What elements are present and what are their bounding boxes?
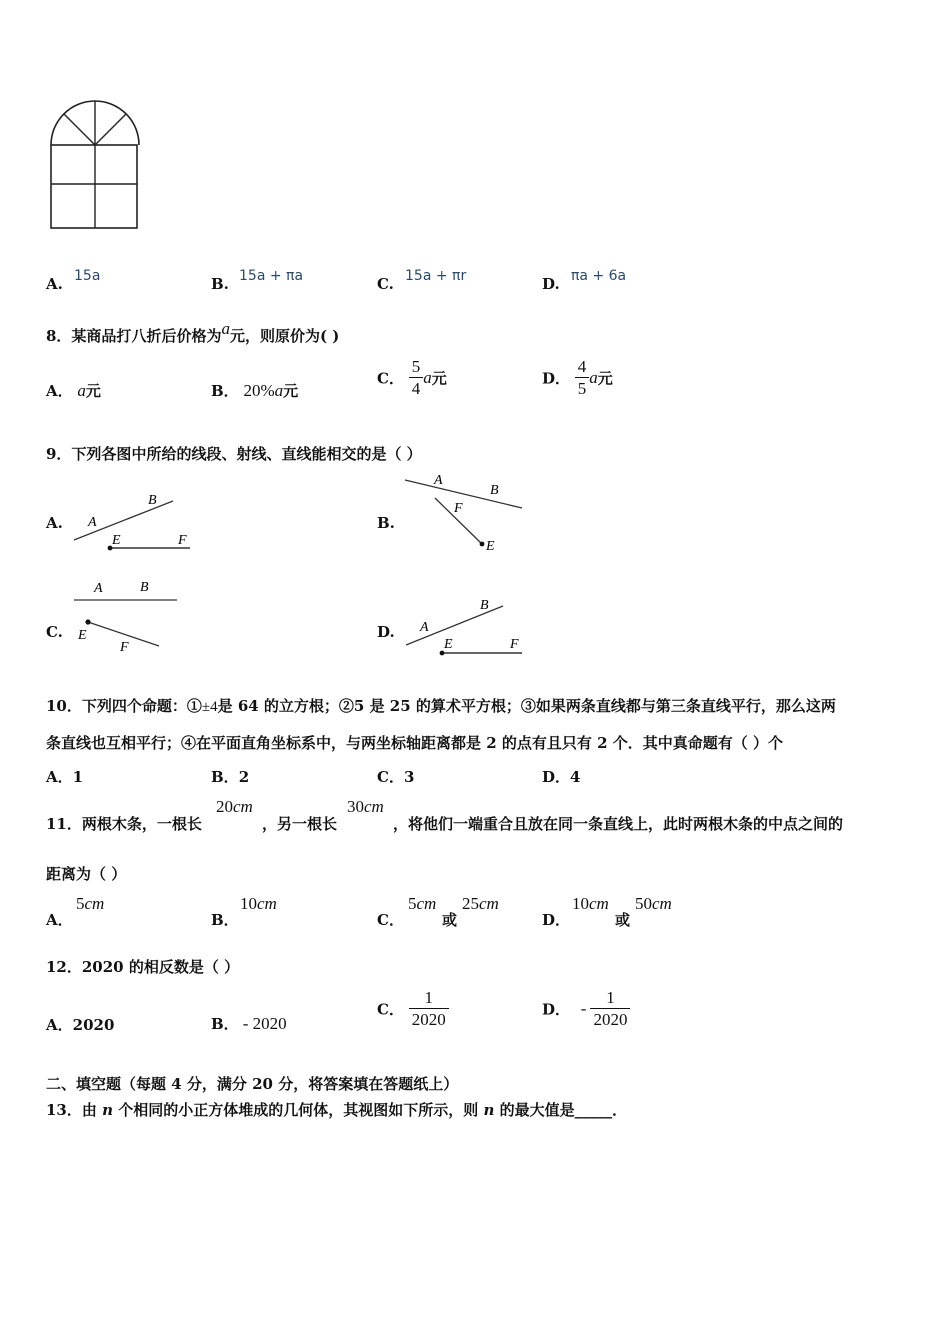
q12-option-d	[542, 987, 630, 1031]
fraction-numerator: 5	[411, 357, 421, 376]
q11-option-a-num: 5	[76, 894, 85, 913]
q12-option-c	[377, 987, 449, 1031]
point-label-f: F	[454, 501, 463, 516]
fraction-denominator: 4	[409, 377, 424, 399]
point-label-a: A	[94, 581, 103, 596]
q11-option-a-letter: A．	[46, 911, 73, 929]
q8-option-c-letter: C．	[377, 369, 404, 388]
q11-length-2	[347, 797, 384, 817]
q13-stem	[46, 1099, 627, 1120]
q10-line2: 条直线也互相平行；④在平面直角坐标系中，与两坐标轴距离都是 2 的点有且只有 2 个．其中真命题有（ ）个	[46, 734, 783, 752]
point-label-a: A	[420, 620, 429, 635]
q12-option-d-sign: -	[580, 998, 587, 1018]
q11-option-c-unit2: cm	[479, 894, 499, 913]
q12-option-b	[211, 1013, 287, 1034]
q8-option-b-unit: 元	[283, 382, 299, 400]
q8-option-d-fraction	[575, 356, 590, 400]
q8-stem-var: a	[221, 319, 230, 338]
q8-stem	[46, 319, 340, 346]
point-label-b: B	[148, 493, 157, 508]
q11-option-d-unit2: cm	[652, 894, 672, 913]
q8-option-a-letter: A．	[46, 382, 73, 400]
q11-option-d-value1	[572, 894, 609, 914]
q8-option-c-unit: 元	[431, 369, 447, 388]
q10-option-b	[211, 766, 249, 787]
q11-option-b-unit: cm	[257, 894, 277, 913]
q12-option-d-fraction	[590, 987, 630, 1031]
q11-length-2-num: 30	[347, 797, 364, 816]
point-label-b: B	[140, 580, 149, 595]
point-label-f: F	[510, 637, 519, 652]
q8-option-b	[211, 380, 298, 401]
q7-option-a-letter: A.	[46, 275, 63, 293]
q8-option-a-unit: 元	[85, 382, 101, 400]
q7-option-b-letter: B.	[211, 275, 229, 293]
q9-option-a-letter: A.	[46, 514, 63, 532]
q11-option-c-value1	[408, 894, 436, 914]
q11-option-d-num1: 10	[572, 894, 589, 913]
q7-option-d-letter: D.	[542, 275, 560, 293]
q10-option-a	[46, 766, 83, 787]
arched-window-figure	[46, 98, 146, 233]
q11-option-c-or: 或	[442, 911, 458, 929]
q8-option-d-letter: D．	[542, 369, 571, 388]
q11-option-c-letter: C．	[377, 911, 404, 929]
q9-option-d-letter: D.	[377, 623, 395, 641]
q10-line1	[46, 695, 836, 716]
point-label-e: E	[78, 628, 87, 643]
q10-option-b-letter: B．	[211, 768, 239, 786]
q11-option-d-or: 或	[615, 911, 631, 929]
q9-figure-b	[402, 468, 528, 556]
q11-option-c-unit1: cm	[416, 894, 437, 913]
point-label-f: F	[120, 640, 129, 655]
q11-option-a-value	[76, 894, 104, 914]
q8-option-a-val: a	[77, 381, 86, 400]
q10-line1-b: 是 64 的立方根；②5 是 25 的算术平方根；③如果两条直线都与第三条直线平行，那么这两	[217, 697, 836, 715]
q11-length-1-num: 20	[216, 797, 233, 816]
q8-stem-before: 8．某商品打八折后价格为	[46, 327, 222, 345]
q8-option-d-var: a	[589, 367, 598, 387]
q11-option-b-letter: B．	[211, 911, 239, 929]
q12-option-a-val: 2020	[72, 1016, 115, 1034]
q10-option-c-letter: C．	[377, 768, 404, 786]
fraction-numerator: 4	[577, 357, 587, 376]
q8-option-c	[377, 356, 447, 400]
q10-option-a-val: 1	[72, 768, 84, 786]
q7-option-c-letter: C.	[377, 275, 394, 293]
q11-option-c-num2: 25	[462, 894, 479, 913]
q11-option-d-num2: 50	[635, 894, 652, 913]
q12-option-a-letter: A．	[46, 1016, 73, 1034]
q11-option-c-value2	[462, 894, 499, 914]
q11-option-b-num: 10	[240, 894, 257, 913]
q9-figure-d	[402, 593, 528, 659]
q7-option-d-expr: πa + 6a	[571, 268, 627, 284]
q8-option-c-var: a	[423, 367, 432, 387]
q11-length-1	[216, 797, 253, 817]
q13-var-n2: n	[483, 1101, 495, 1119]
q10-option-a-letter: A．	[46, 768, 73, 786]
q11-option-b-value	[240, 894, 277, 914]
q10-option-c-val: 3	[403, 768, 415, 786]
point-label-e: E	[486, 539, 495, 554]
q13-text-c: 的最大值是_____．	[494, 1101, 628, 1119]
q13-text-b: 个相同的小正方体堆成的几何体，其视图如下所示，则	[113, 1101, 484, 1119]
fraction-denominator: 2020	[590, 1008, 630, 1030]
q9-figure-c	[70, 576, 182, 656]
q11-stem-a: 11．两根木条，一根长	[46, 815, 202, 833]
q11-option-d-value2	[635, 894, 672, 914]
q11-option-d-unit1: cm	[589, 894, 609, 913]
q10-option-d	[542, 766, 580, 787]
q8-option-c-fraction	[409, 356, 424, 400]
q12-option-d-letter: D．	[542, 1000, 571, 1019]
q11-option-d-letter: D．	[542, 911, 571, 929]
q7-option-a-expr: 15a	[74, 268, 101, 284]
q10-pm4: ±4	[201, 699, 218, 715]
q11-length-2-unit: cm	[364, 797, 384, 816]
q12-stem: 12．2020 的相反数是（ ）	[46, 958, 240, 976]
q10-option-c	[377, 766, 414, 787]
q12-option-a	[46, 1014, 114, 1035]
q11-option-a-unit: cm	[84, 894, 105, 913]
fraction-numerator: 1	[424, 988, 433, 1007]
q11-option-c-num1: 5	[408, 894, 417, 913]
q10-option-b-val: 2	[238, 768, 250, 786]
q11-line2: 距离为（ ）	[46, 865, 127, 883]
fraction-denominator: 5	[575, 377, 590, 399]
point-label-a: A	[434, 473, 443, 488]
q8-option-a	[46, 380, 101, 401]
q11-length-1-unit: cm	[233, 797, 253, 816]
q7-option-b-expr: 15a + πa	[239, 268, 304, 284]
q8-stem-after: 元，则原价为( )	[229, 327, 340, 345]
q9-figure-a	[70, 488, 195, 554]
q8-option-d	[542, 356, 613, 400]
point-label-b: B	[490, 483, 499, 498]
point-label-a: A	[88, 515, 97, 530]
q13-var-n1: n	[102, 1101, 114, 1119]
q11-stem-c: ，将他们一端重合且放在同一条直线上，此时两根木条的中点之间的	[393, 815, 844, 833]
q8-option-d-unit: 元	[597, 369, 613, 388]
q9-stem: 9．下列各图中所给的线段、射线、直线能相交的是（ ）	[46, 445, 422, 463]
q10-line1-a: 10．下列四个命题：①	[46, 697, 202, 715]
fraction-denominator: 2020	[409, 1008, 449, 1030]
section-2-heading: 二、填空题（每题 4 分，满分 20 分，将答案填在答题纸上）	[46, 1075, 459, 1093]
q12-option-b-letter: B．	[211, 1015, 239, 1033]
q8-option-b-val: 20%	[243, 381, 275, 400]
q9-option-b-letter: B.	[377, 514, 395, 532]
q8-option-b-letter: B．	[211, 382, 239, 400]
q9-option-c-letter: C.	[46, 623, 63, 641]
q10-option-d-val: 4	[570, 768, 581, 786]
q11-stem-b: ，另一根长	[262, 815, 338, 833]
q12-option-b-val: - 2020	[242, 1014, 287, 1033]
q13-text-a: 13．由	[46, 1101, 103, 1119]
q10-option-d-letter: D．	[542, 768, 571, 786]
point-label-e: E	[112, 533, 121, 548]
point-label-f: F	[178, 533, 187, 548]
q8-option-b-var: a	[274, 381, 284, 400]
q12-option-c-fraction	[409, 987, 449, 1031]
fraction-numerator: 1	[606, 988, 615, 1007]
point-label-b: B	[480, 598, 489, 613]
q7-option-c-expr: 15a + πr	[405, 268, 467, 284]
q12-option-c-letter: C．	[377, 1000, 404, 1019]
point-label-e: E	[444, 637, 453, 652]
